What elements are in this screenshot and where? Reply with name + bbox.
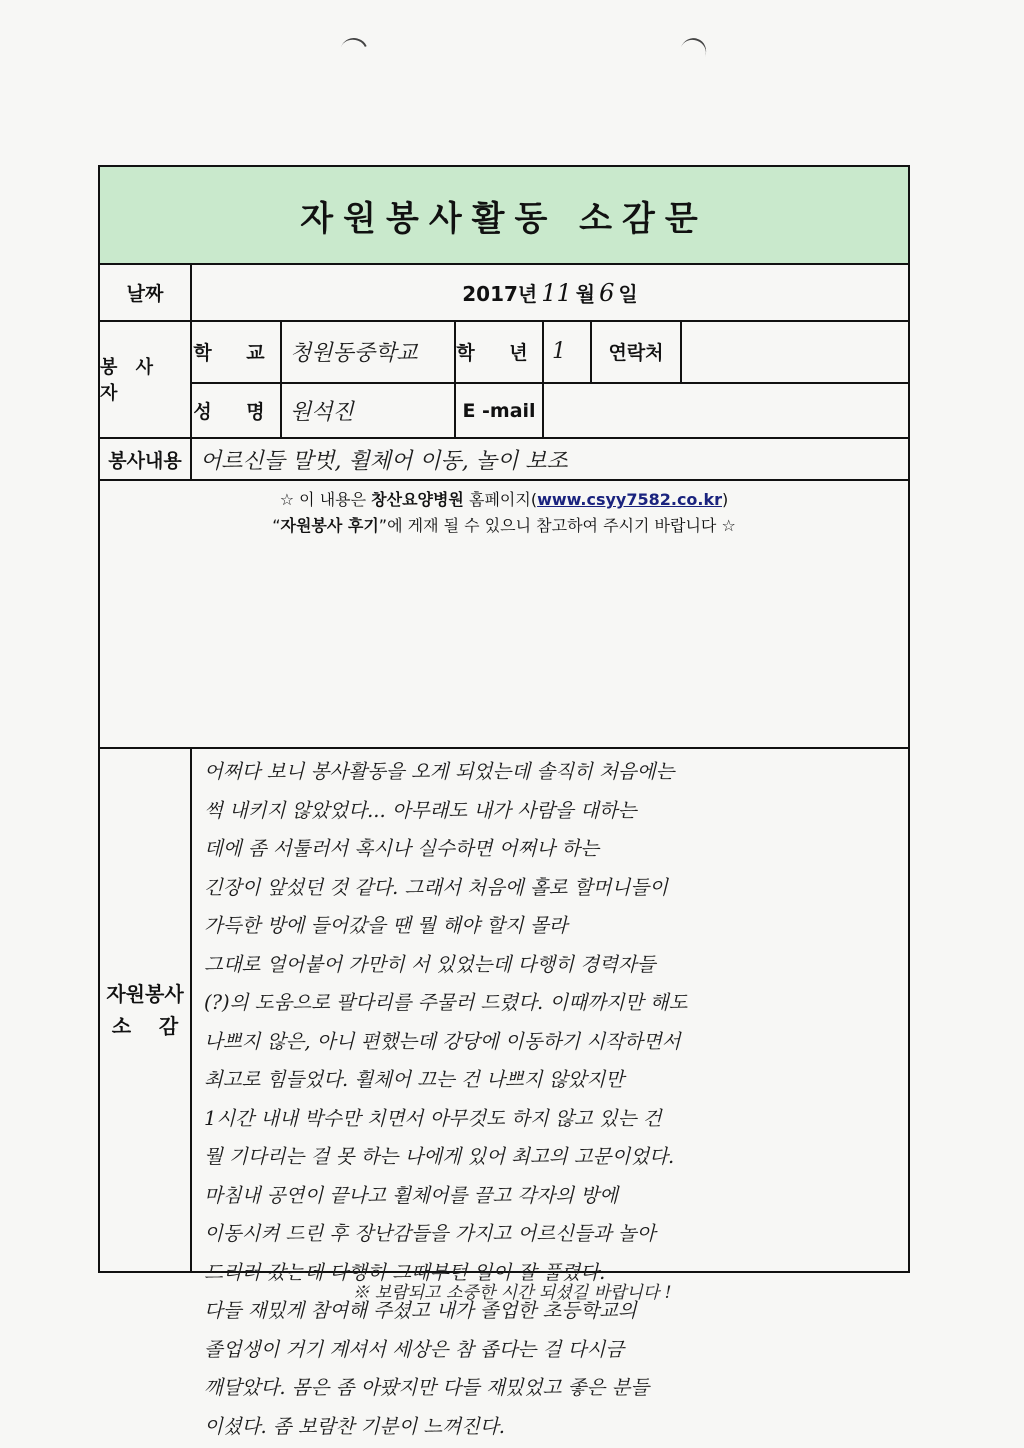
essay-line: 이동시켜 드린 후 장난감들을 가지고 어르신들과 놀아 bbox=[204, 1222, 656, 1245]
essay-line: 그대로 얼어붙어 가만히 서 있었는데 다행히 경력자들 bbox=[204, 952, 656, 976]
date-field[interactable] bbox=[192, 265, 908, 320]
name-label: 성 명 bbox=[193, 401, 279, 423]
name-value[interactable]: 원석진 bbox=[290, 400, 354, 425]
date-month-value: 11 bbox=[541, 278, 572, 307]
essay-line: 뭘 기다리는 걸 못 하는 나에게 있어 최고의 고문이었다. bbox=[204, 1145, 675, 1168]
footer-note: ※ 보람되고 소중한 시간 되셨길 바랍니다 ! bbox=[352, 1283, 672, 1303]
grade-label: 학 년 bbox=[456, 341, 542, 364]
essay-line: 다들 재밌게 참여해 주셨고 내가 졸업한 초등학교의 bbox=[204, 1299, 637, 1322]
notice-prefix: ☆ 이 내용은 bbox=[279, 490, 372, 509]
content-label: 봉사내용 bbox=[108, 449, 182, 472]
essay-line: 깨달았다. 몸은 좀 아팠지만 다들 재밌었고 좋은 분들 bbox=[204, 1376, 650, 1399]
notice-mid: 홈페이지( bbox=[463, 490, 538, 509]
grade-value[interactable]: 1 bbox=[552, 338, 566, 364]
essay-line: 졸업생이 거기 계셔서 세상은 참 좁다는 걸 다시금 bbox=[204, 1337, 625, 1361]
school-value[interactable]: 청원동중학교 bbox=[290, 340, 418, 366]
notice-line-1 bbox=[280, 487, 729, 513]
school-label: 학 교 bbox=[193, 341, 279, 364]
volunteer-label: 봉 사 자 bbox=[100, 356, 160, 404]
impression-label-line-2: 소 감 bbox=[111, 1014, 179, 1038]
essay-line: (?)의 도움으로 팔다리를 주물러 드렸다. 이때까지만 해도 bbox=[204, 991, 688, 1014]
form-title: 자원봉사활동 소감문 bbox=[100, 167, 908, 265]
date-year: 2017년 bbox=[462, 282, 538, 306]
essay-line: 가득한 방에 들어갔을 땐 뭘 해야 할지 몰라 bbox=[204, 914, 568, 937]
date-label: 날짜 bbox=[126, 283, 164, 305]
date-month-unit: 월 bbox=[575, 282, 596, 306]
essay-line: 1시간 내내 박수만 치면서 아무것도 하지 않고 있는 건 bbox=[204, 1106, 662, 1130]
essay-line: 긴장이 앞섰던 것 같다. 그래서 처음에 홀로 할머니들이 bbox=[204, 875, 669, 899]
date-day-value: 6 bbox=[599, 278, 615, 307]
notice-hospital: 창산요양병원 bbox=[371, 490, 464, 509]
notice-suffix: ) bbox=[722, 490, 729, 509]
notice-line-2 bbox=[272, 513, 736, 539]
homepage-link[interactable]: www.csyy7582.co.kr bbox=[537, 490, 723, 509]
essay-line: 데에 좀 서툴러서 혹시나 실수하면 어쩌나 하는 bbox=[204, 837, 600, 860]
email-label: E -mail bbox=[462, 399, 536, 422]
notice-line-2-rest: ”에 게재 될 수 있으니 참고하여 주시기 바랍니다 ☆ bbox=[378, 516, 736, 535]
essay-line: 썩 내키지 않았었다... 아무래도 내가 사람을 대하는 bbox=[204, 798, 637, 822]
essay-line: 최고로 힘들었다. 휠체어 끄는 건 나쁘지 않았지만 bbox=[204, 1068, 625, 1091]
essay-line: 이셨다. 좀 보람찬 기분이 느껴진다. bbox=[204, 1414, 505, 1438]
notice-text bbox=[100, 481, 908, 545]
content-value[interactable]: 어르신들 말벗, 휠체어 이동, 놀이 보조 bbox=[200, 448, 568, 474]
notice-review: 자원봉사 후기 bbox=[280, 516, 379, 535]
essay-line: 마침내 공연이 끝나고 휠체어를 끌고 각자의 방에 bbox=[204, 1183, 618, 1207]
date-day-unit: 일 bbox=[618, 282, 638, 306]
impression-label-line-1: 자원봉사 bbox=[106, 982, 184, 1006]
email-value[interactable] bbox=[544, 384, 908, 437]
essay-line: 어쩌다 보니 봉사활동을 오게 되었는데 솔직히 처음에는 bbox=[204, 760, 675, 783]
essay-line: 드리러 갔는데 다행히 그때부턴 일이 잘 풀렸다. bbox=[204, 1260, 606, 1284]
contact-value[interactable] bbox=[682, 320, 908, 382]
notice-quote-open: “ bbox=[272, 516, 281, 535]
punch-hole-mark bbox=[336, 34, 372, 70]
essay-line: 나쁘지 않은, 아니 편했는데 강당에 이동하기 시작하면서 bbox=[204, 1029, 681, 1053]
impression-label bbox=[100, 749, 190, 1271]
punch-hole-mark bbox=[676, 34, 710, 69]
contact-label: 연락처 bbox=[608, 341, 664, 364]
